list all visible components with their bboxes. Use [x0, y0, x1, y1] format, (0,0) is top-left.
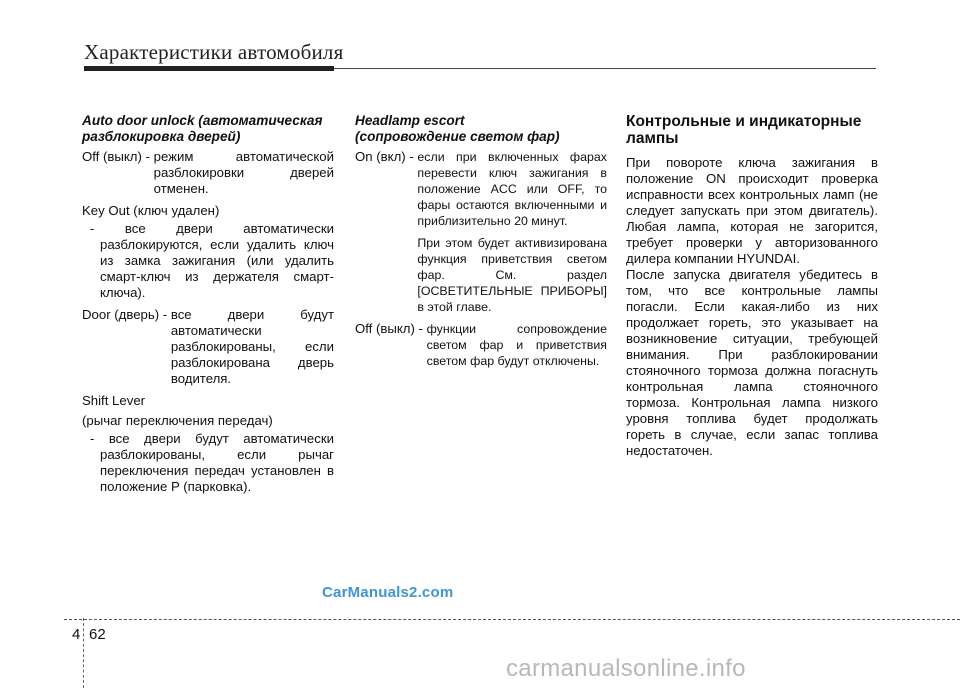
option-key: On (вкл) -: [355, 149, 418, 164]
header-rule: [84, 66, 876, 71]
option-shift: [82, 431, 334, 495]
option-key-out-text: - все двери автоматически разблокируются, если удалить ключ из замка зажигания (или удалить смарт-ключ из держателя смарт-ключа).: [90, 221, 334, 300]
header-rule-thick: [84, 66, 334, 71]
heading-line-1: Контрольные и индикаторные: [626, 113, 862, 130]
option-key: Off (выкл) -: [82, 149, 154, 164]
option-value-block: [417, 149, 607, 315]
option-value: режим автоматической разблокировки дверей отменен.: [153, 149, 334, 196]
footer-dashed-divider: [83, 618, 84, 688]
option-on: [355, 149, 607, 315]
option-off: [355, 321, 607, 369]
column-auto-door-unlock: [82, 113, 334, 501]
heading-line-2: (сопровождение светом фар): [355, 129, 560, 144]
watermark-carmanuals2[interactable]: CarManuals2.com: [322, 584, 454, 601]
headlamp-escort-heading: [355, 113, 607, 145]
option-value: все двери будут автоматически разблокированы, если разблокирована дверь водителя.: [170, 307, 334, 386]
option-key-out: [82, 221, 334, 301]
option-note: При этом будет активизирована функция приветствия светом фар. См. раздел [ОСВЕТИТЕЛЬНЫЕ ПРИБОРЫ] в этой главе.: [417, 236, 607, 314]
option-value: функции сопровождение светом фар и приветствия светом фар будут отключены.: [426, 322, 607, 368]
option-shift-subtitle: (рычаг переключения передач): [82, 413, 273, 428]
footer-dashed-rule: [64, 619, 960, 620]
warning-lamps-heading: [626, 113, 878, 147]
option-shift-title: Shift Lever: [82, 393, 146, 408]
option-key-out-title: Key Out (ключ удален): [82, 203, 220, 218]
page-header-title: Характеристики автомобиля: [84, 40, 344, 64]
heading-line-1: Headlamp escort: [355, 113, 465, 128]
paragraph-after-start: После запуска двигателя убедитесь в том, что все контрольные лампы погасли. Если какая-либо из них продолжает гореть, это указывает на возникновение ситуации, требующей внимания. При разблокировании стояночного тормоза должна погаснуть контрольная лампа стояночного тормоза. Контрольная лампа низкого уровня топлива будет продолжать гореть в случае, если запас топлива недостаточен.: [626, 267, 878, 458]
option-door: [82, 307, 334, 387]
column-warning-lamps: [626, 113, 878, 465]
column-headlamp-escort: [355, 113, 607, 375]
footer-watermark[interactable]: carmanualsonline.info: [506, 655, 746, 682]
option-shift-text: - все двери будут автоматически разблокированы, если рычаг переключения передач установлен в положение P (парковка).: [90, 431, 334, 494]
page-number: 62: [89, 626, 106, 643]
paragraph-bulb-check: При повороте ключа зажигания в положение ON происходит проверка исправности всех контрольных ламп (не следует запускать при этом двигатель). Любая лампа, которая не загорится, требует проверки у авторизованного дилера компании HYUNDAI.: [626, 155, 878, 266]
heading-line-2: разблокировка дверей): [82, 129, 241, 144]
option-key: Off (выкл) -: [355, 321, 427, 336]
option-value: если при включенных фарах перевести ключ зажигания в положение ACC или OFF, то фары остаются включенными и приблизительно 20 минут.: [417, 150, 607, 228]
section-number: 4: [72, 626, 81, 643]
auto-door-unlock-heading: [82, 113, 334, 145]
heading-line-1: Auto door unlock (автоматическая: [82, 113, 323, 128]
heading-line-2: лампы: [626, 130, 679, 147]
option-key: Door (дверь) -: [82, 307, 171, 322]
option-off: [82, 149, 334, 197]
